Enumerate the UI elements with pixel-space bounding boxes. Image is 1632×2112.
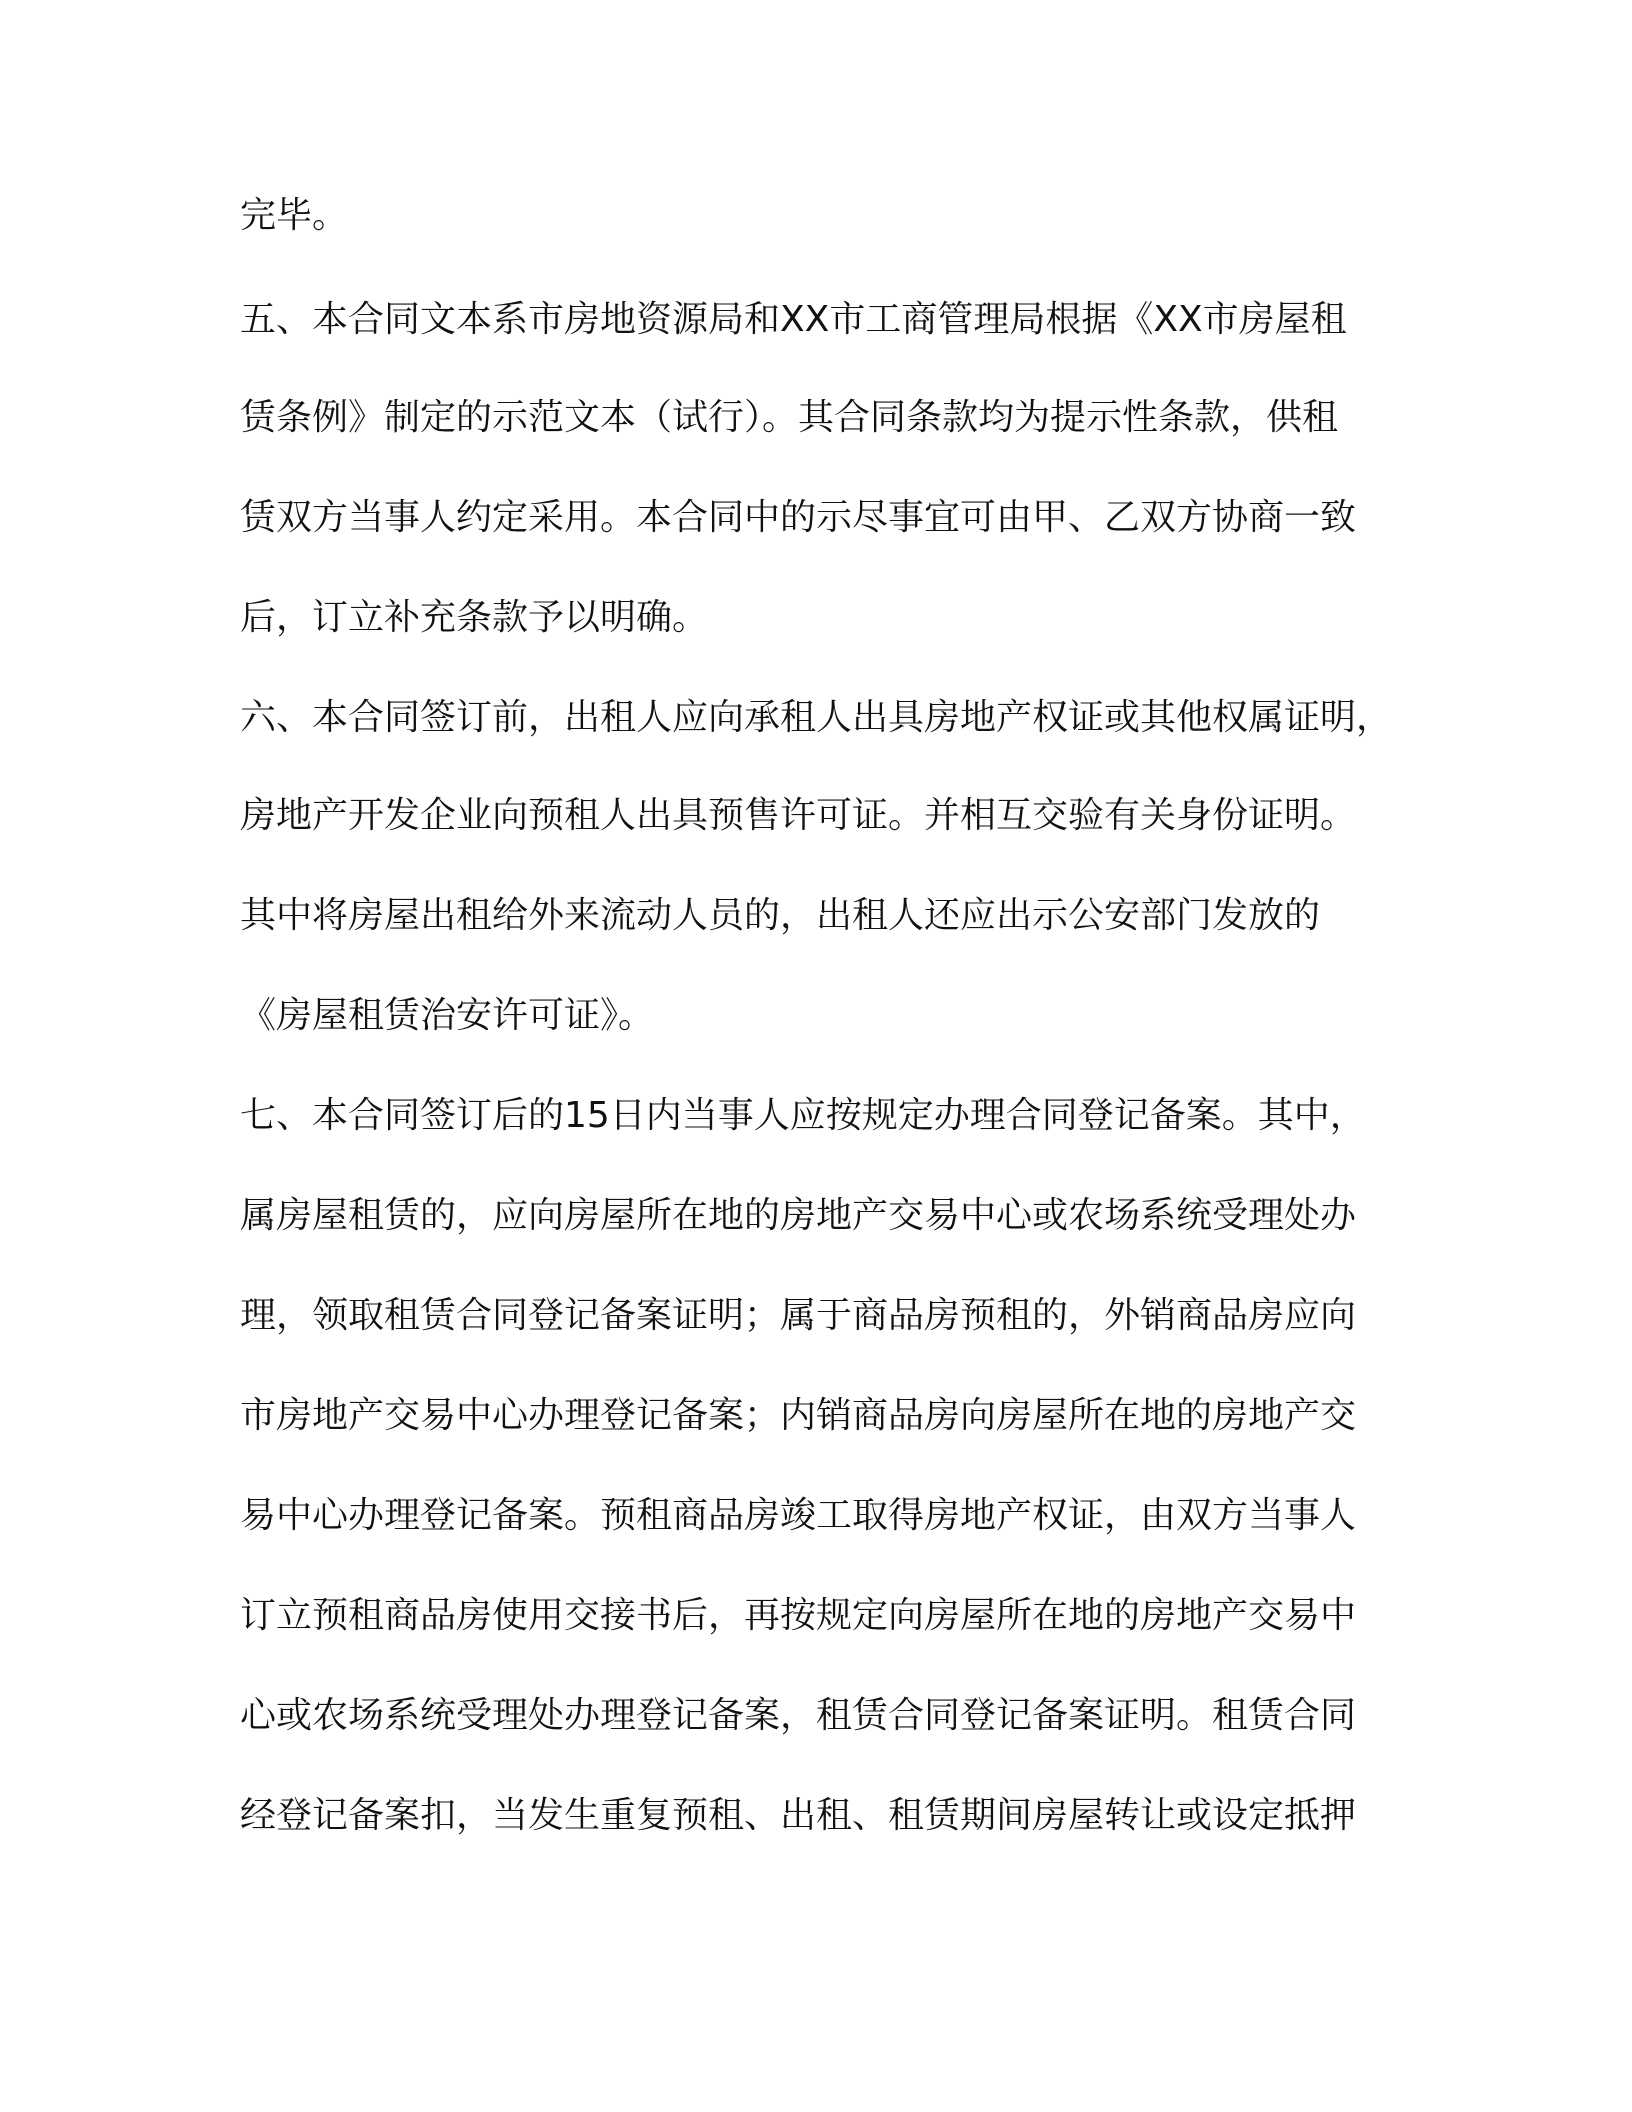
text-line-15: 订立预租商品房使用交接书后，再按规定向房屋所在地的房地产交易中 [240,1595,1357,1636]
text-line-11: 属房屋租赁的，应向房屋所在地的房地产交易中心或农场系统受理处办 [240,1195,1357,1236]
text-line-3: 赁条例》制定的示范文本（试行）。其合同条款均为提示性条款，供租 [240,397,1339,438]
text-line-5: 后，订立补充条款予以明确。 [240,597,709,638]
text-line-6: 六、本合同签订前，出租人应向承租人出具房地产权证或其他权属证明， [240,697,1393,738]
text-line-14: 易中心办理登记备案。预租商品房竣工取得房地产权证，由双方当事人 [240,1495,1357,1536]
text-line-12: 理，领取租赁合同登记备案证明；属于商品房预租的，外销商品房应向 [240,1295,1357,1336]
text-line-13: 市房地产交易中心办理登记备案；内销商品房向房屋所在地的房地产交 [240,1395,1357,1436]
text-line-2: 五、本合同文本系市房地资源局和XX市工商管理局根据《XX市房屋租 [240,299,1347,340]
text-line-7: 房地产开发企业向预租人出具预售许可证。并相互交验有关身份证明。 [240,795,1357,836]
text-line-16: 心或农场系统受理处办理登记备案，租赁合同登记备案证明。租赁合同 [240,1695,1357,1736]
text-line-8: 其中将房屋出租给外来流动人员的，出租人还应出示公安部门发放的 [240,895,1321,936]
text-line-1: 完毕。 [240,195,349,236]
text-line-17: 经登记备案扣，当发生重复预租、出租、租赁期间房屋转让或设定抵押 [240,1795,1357,1836]
text-line-9: 《房屋租赁治安许可证》。 [240,995,655,1036]
text-line-4: 赁双方当事人约定采用。本合同中的示尽事宜可由甲、乙双方协商一致 [240,497,1357,538]
text-line-10: 七、本合同签订后的15日内当事人应按规定办理合同登记备案。其中， [240,1095,1366,1136]
